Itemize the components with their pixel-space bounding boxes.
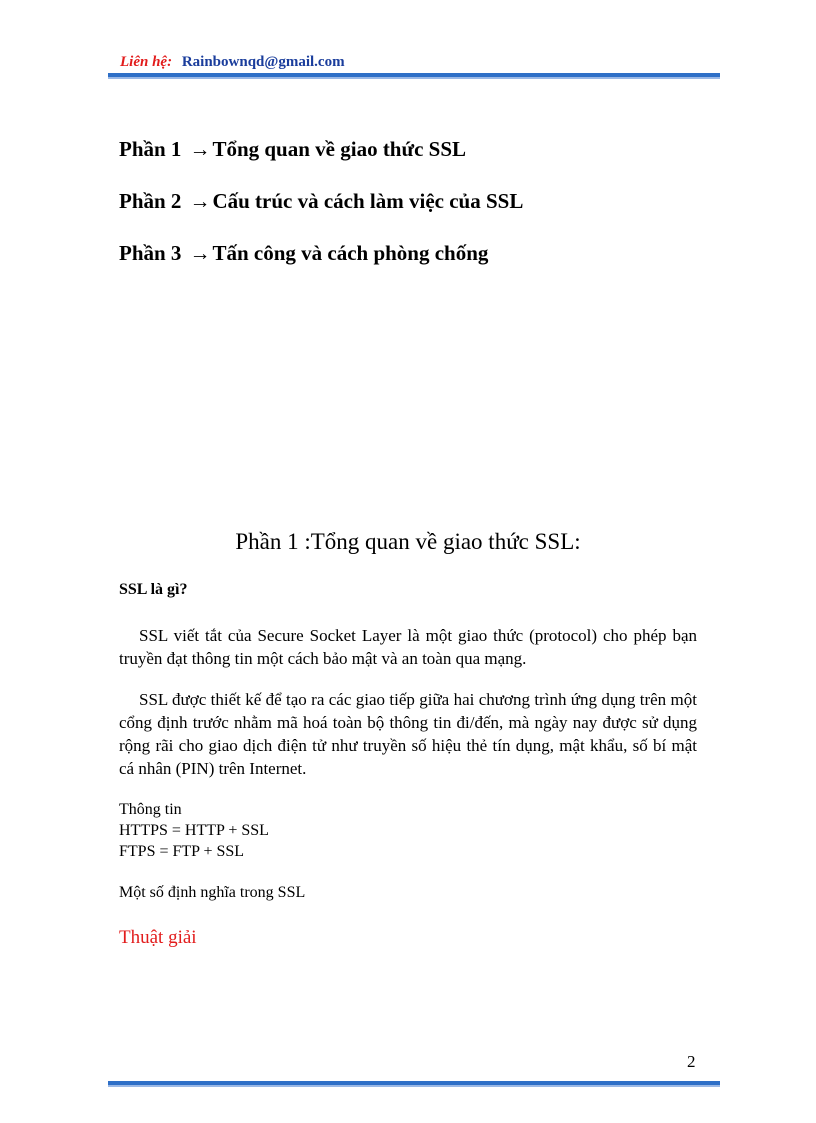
footer-rule — [108, 1081, 720, 1085]
info-title: Thông tin — [119, 801, 182, 818]
contact-line — [108, 52, 720, 72]
algorithm-heading: Thuật giải — [119, 927, 197, 948]
toc-part-number: Phần 3 — [119, 241, 182, 265]
toc-item-part-3 — [119, 237, 523, 289]
table-of-contents — [119, 133, 523, 289]
arrow-right-icon: → — [189, 189, 211, 213]
info-line-ftps: FTPS = FTP + SSL — [119, 843, 245, 860]
toc-part-number: Phần 2 — [119, 189, 182, 213]
sub-heading: SSL là gì? — [119, 581, 188, 598]
arrow-right-icon: → — [189, 137, 211, 161]
toc-part-title: Tổng quan về giao thức SSL — [212, 137, 467, 161]
info-block — [119, 799, 269, 862]
header-rule — [108, 73, 720, 77]
contact-label: Liên hệ: — [120, 54, 173, 70]
paragraph-ssl-definition: SSL viết tắt của Secure Socket Layer là một giao thức (protocol) cho phép bạn truyền đạt thông tin một cách bảo mật và an toàn qua mạng. — [119, 626, 697, 668]
paragraph-ssl-purpose: SSL được thiết kế để tạo ra các giao tiếp giữa hai chương trình ứng dụng trên một cổng định trước nhằm mã hoá toàn bộ thông tin đi/đến, mà ngày nay được sử dụng rộng rãi cho giao dịch điện tử như truyền số hiệu thẻ tín dụng, mật khẩu, số bí mật cá nhân (PIN) trên Internet. — [119, 690, 697, 778]
contact-email[interactable]: Rainbownqd@gmail.com — [181, 54, 345, 70]
info-line-https: HTTPS = HTTP + SSL — [119, 822, 269, 839]
toc-item-part-1 — [119, 133, 523, 185]
arrow-right-icon: → — [189, 241, 211, 265]
page-number: 2 — [687, 1052, 696, 1071]
toc-part-title: Cấu trúc và cách làm việc của SSL — [212, 189, 524, 213]
toc-part-title: Tấn công và cách phòng chống — [212, 241, 489, 265]
page-header — [108, 52, 720, 72]
definitions-heading: Một số định nghĩa trong SSL — [119, 884, 306, 901]
section-title: Phần 1 :Tổng quan về giao thức SSL: — [235, 529, 581, 554]
toc-part-number: Phần 1 — [119, 137, 182, 161]
toc-item-part-2 — [119, 185, 523, 237]
